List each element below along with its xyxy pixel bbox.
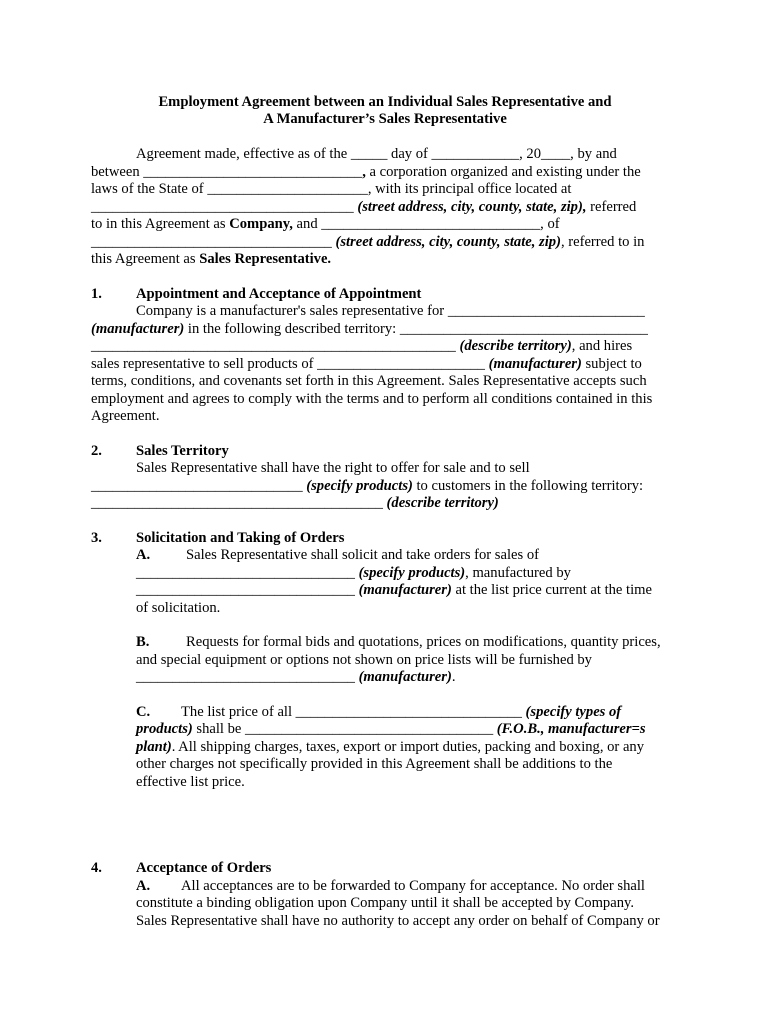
s3-c-line-2: products) shall be __________________________________ (F.O.B., manufacturer=s [136,721,646,737]
s1-line-1: Company is a manufacturer's sales representative for ___________________________ [136,303,645,319]
s1-line-3: __________________________________________________ (describe territory), and hires [91,338,633,354]
s1-line-7: Agreement. [91,408,160,424]
s3-b-line-1 [136,634,149,651]
s1-line-4: sales representative to sell products of _______________________ (manufacturer) subject to [91,356,642,372]
s1-line-2: (manufacturer) in the following described territory: __________________________________ [91,321,648,337]
s3-c-line-4: other charges not specifically provided in this Agreement shall be additions to the [136,756,613,772]
intro-line-7: this Agreement as Sales Representative. [91,251,332,267]
s1-line-6: employment and agrees to comply with the terms and to perform all conditions contained in this [91,391,653,407]
section-2-heading: Sales Territory [136,443,229,459]
s4-a-line-1 [136,878,150,895]
section-2-number: 2. [91,443,102,459]
section-3-heading: Solicitation and Taking of Orders [136,530,345,546]
s3-b-line-2: and special equipment or options not shown on price lists will be furnished by [136,652,592,668]
s2-line-3: ________________________________________ (describe territory) [91,495,499,511]
intro-line-2: between ______________________________, a corporation organized and existing under the [91,164,641,180]
s3-b-line-1-text: Requests for formal bids and quotations, prices on modifications, quantity prices, [186,634,661,650]
s3-a-line-1 [136,547,150,564]
s2-line-1: Sales Representative shall have the right to offer for sale and to sell [136,460,530,476]
s2-line-2: _____________________________ (specify products) to customers in the following territory: [91,478,644,494]
intro-line-4: ____________________________________ (street address, city, county, state, zip), referred [91,199,637,215]
section-1-number: 1. [91,286,102,302]
section-4-heading: Acceptance of Orders [136,860,272,876]
s3-c-line-1 [136,704,150,721]
title-line-1: Employment Agreement between an Individual Sales Representative and [158,94,612,110]
s3-c-line-1-text: The list price of all _______________________________ (specify types of [181,704,622,720]
s3-a-line-3: ______________________________ (manufacturer) at the list price current at the time [136,582,652,598]
s3-b-line-3: ______________________________ (manufacturer). [136,669,456,685]
s3-a-line-2: ______________________________ (specify products), manufactured by [136,565,571,581]
s4-a-label: A. [136,878,151,894]
s4-a-line-2: constitute a binding obligation upon Company until it shall be accepted by Company. [136,895,634,911]
intro-line-6: _________________________________ (street address, city, county, state, zip), referred to in [91,234,645,250]
section-3-number: 3. [91,530,102,546]
title-line-2: A Manufacturer’s Sales Representative [263,111,507,128]
s3-a-line-4: of solicitation. [136,600,221,616]
document-title [0,94,770,129]
s1-line-5: terms, conditions, and covenants set forth in this Agreement. Sales Representative accepts such [91,373,647,389]
s3-c-line-3: plant). All shipping charges, taxes, export or import duties, packing and boxing, or any [136,739,645,755]
s3-c-line-5: effective list price. [136,774,245,790]
intro-line-3: laws of the State of ______________________, with its principal office located at [91,181,572,197]
s3-b-label: B. [136,634,150,650]
s3-c-label: C. [136,704,151,720]
section-1-heading: Appointment and Acceptance of Appointment [136,286,422,302]
section-4-number: 4. [91,860,102,876]
s3-a-line-1-text: Sales Representative shall solicit and take orders for sales of [186,547,539,563]
s4-a-line-3: Sales Representative shall have no authority to accept any order on behalf of Company or [136,913,660,929]
s3-a-label: A. [136,547,151,563]
intro-line-5: to in this Agreement as Company, and ______________________________, of [91,216,560,232]
intro-line-1: Agreement made, effective as of the _____ day of ____________, 20____, by and [136,146,617,162]
s4-a-line-1-text: All acceptances are to be forwarded to Company for acceptance. No order shall [181,878,645,894]
